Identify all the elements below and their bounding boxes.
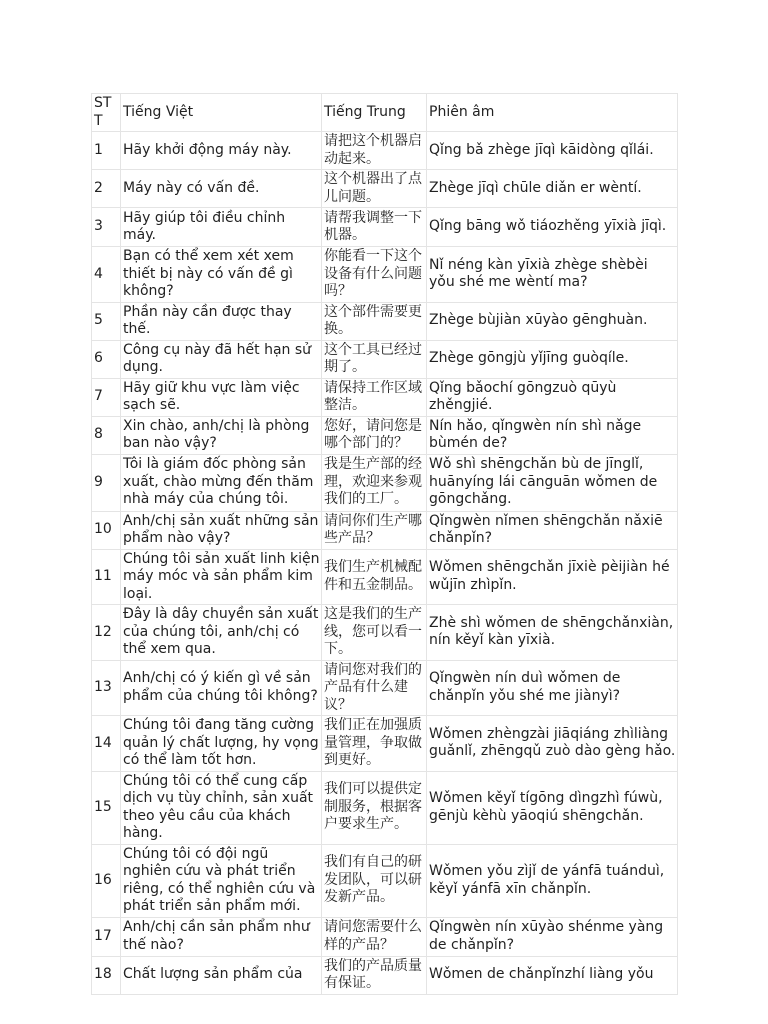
table-row bbox=[92, 340, 678, 378]
cell-vietnamese: Chúng tôi sản xuất linh kiện máy móc và sản phẩm kim loại. bbox=[121, 549, 322, 605]
cell-stt: 10 bbox=[92, 511, 121, 549]
header-chinese: Tiếng Trung bbox=[322, 94, 427, 132]
table-body bbox=[92, 132, 678, 995]
cell-stt: 16 bbox=[92, 844, 121, 917]
cell-vietnamese: Anh/chị cần sản phẩm như thế nào? bbox=[121, 917, 322, 956]
cell-pinyin: Qǐngwèn nín duì wǒmen de chǎnpǐn yǒu shé me jiànyì? bbox=[427, 660, 678, 716]
cell-pinyin: Wǒmen shēngchǎn jīxiè pèijiàn hé wǔjīn zhìpǐn. bbox=[427, 549, 678, 605]
cell-pinyin: Qǐngwèn nǐmen shēngchǎn nǎxiē chǎnpǐn? bbox=[427, 511, 678, 549]
table-row bbox=[92, 416, 678, 454]
cell-pinyin: Qǐng bǎ zhège jīqì kāidòng qǐlái. bbox=[427, 132, 678, 170]
cell-stt: 8 bbox=[92, 416, 121, 454]
table-row bbox=[92, 511, 678, 549]
table-row bbox=[92, 247, 678, 303]
table-row bbox=[92, 660, 678, 716]
cell-vietnamese: Chúng tôi có thể cung cấp dịch vụ tùy chỉnh, sản xuất theo yêu cầu của khách hàng. bbox=[121, 771, 322, 844]
cell-pinyin: Nín hǎo, qǐngwèn nín shì nǎge bùmén de? bbox=[427, 416, 678, 454]
cell-vietnamese: Hãy khởi động máy này. bbox=[121, 132, 322, 170]
table-row bbox=[92, 132, 678, 170]
cell-vietnamese: Chúng tôi đang tăng cường quản lý chất lượng, hy vọng có thể làm tốt hơn. bbox=[121, 716, 322, 772]
cell-chinese: 我们生产机械配件和五金制品。 bbox=[322, 549, 427, 605]
cell-pinyin: Wǒmen kěyǐ tígōng dìngzhì fúwù, gēnjù kèhù yāoqiú shēngchǎn. bbox=[427, 771, 678, 844]
cell-stt: 3 bbox=[92, 208, 121, 247]
cell-stt: 18 bbox=[92, 956, 121, 994]
cell-stt: 13 bbox=[92, 660, 121, 716]
header-stt: STT bbox=[92, 94, 121, 132]
table-row bbox=[92, 917, 678, 956]
table-row bbox=[92, 844, 678, 917]
cell-pinyin: Nǐ néng kàn yīxià zhège shèbèi yǒu shé me wèntí ma? bbox=[427, 247, 678, 303]
cell-chinese: 这个机器出了点儿问题。 bbox=[322, 170, 427, 208]
cell-stt: 14 bbox=[92, 716, 121, 772]
cell-pinyin: Wǒmen yǒu zìjǐ de yánfā tuánduì, kěyǐ yánfā xīn chǎnpǐn. bbox=[427, 844, 678, 917]
header-pinyin: Phiên âm bbox=[427, 94, 678, 132]
vocabulary-table bbox=[91, 93, 678, 995]
cell-pinyin: Qǐng bāng wǒ tiáozhěng yīxià jīqì. bbox=[427, 208, 678, 247]
cell-chinese: 你能看一下这个设备有什么问题吗？ bbox=[322, 247, 427, 303]
cell-chinese: 这是我们的生产线，您可以看一下。 bbox=[322, 605, 427, 661]
cell-vietnamese: Hãy giúp tôi điều chỉnh máy. bbox=[121, 208, 322, 247]
cell-pinyin: Zhège jīqì chūle diǎn er wèntí. bbox=[427, 170, 678, 208]
table-row bbox=[92, 302, 678, 340]
cell-vietnamese: Tôi là giám đốc phòng sản xuất, chào mừng đến thăm nhà máy của chúng tôi. bbox=[121, 454, 322, 511]
cell-pinyin: Wǒmen zhèngzài jiāqiáng zhìliàng guǎnlǐ, zhēngqǔ zuò dào gèng hǎo. bbox=[427, 716, 678, 772]
cell-vietnamese: Máy này có vấn đề. bbox=[121, 170, 322, 208]
table-row bbox=[92, 454, 678, 511]
cell-stt: 17 bbox=[92, 917, 121, 956]
cell-vietnamese: Đây là dây chuyền sản xuất của chúng tôi, anh/chị có thể xem qua. bbox=[121, 605, 322, 661]
cell-vietnamese: Xin chào, anh/chị là phòng ban nào vậy? bbox=[121, 416, 322, 454]
cell-vietnamese: Chúng tôi có đội ngũ nghiên cứu và phát triển riêng, có thể nghiên cứu và phát triển sản phẩm mới. bbox=[121, 844, 322, 917]
cell-stt: 9 bbox=[92, 454, 121, 511]
cell-chinese: 请把这个机器启动起来。 bbox=[322, 132, 427, 170]
cell-pinyin: Zhè shì wǒmen de shēngchǎnxiàn, nín kěyǐ kàn yīxià. bbox=[427, 605, 678, 661]
cell-pinyin: Wǒ shì shēngchǎn bù de jīnglǐ, huānyíng lái cānguān wǒmen de gōngchǎng. bbox=[427, 454, 678, 511]
cell-chinese: 我是生产部的经理，欢迎来参观我们的工厂。 bbox=[322, 454, 427, 511]
cell-stt: 1 bbox=[92, 132, 121, 170]
table-row bbox=[92, 378, 678, 416]
cell-stt: 11 bbox=[92, 549, 121, 605]
cell-vietnamese: Anh/chị sản xuất những sản phẩm nào vậy? bbox=[121, 511, 322, 549]
cell-stt: 5 bbox=[92, 302, 121, 340]
cell-pinyin: Wǒmen de chǎnpǐnzhí liàng yǒu bbox=[427, 956, 678, 994]
cell-pinyin: Zhège bùjiàn xūyào gēnghuàn. bbox=[427, 302, 678, 340]
cell-stt: 4 bbox=[92, 247, 121, 303]
table-row bbox=[92, 170, 678, 208]
table-row bbox=[92, 208, 678, 247]
header-vietnamese: Tiếng Việt bbox=[121, 94, 322, 132]
cell-stt: 12 bbox=[92, 605, 121, 661]
cell-chinese: 请问您对我们的产品有什么建议？ bbox=[322, 660, 427, 716]
cell-vietnamese: Công cụ này đã hết hạn sử dụng. bbox=[121, 340, 322, 378]
table-row bbox=[92, 716, 678, 772]
cell-stt: 2 bbox=[92, 170, 121, 208]
cell-vietnamese: Bạn có thể xem xét xem thiết bị này có vấn đề gì không? bbox=[121, 247, 322, 303]
cell-chinese: 请帮我调整一下机器。 bbox=[322, 208, 427, 247]
cell-stt: 15 bbox=[92, 771, 121, 844]
cell-chinese: 我们有自己的研发团队，可以研发新产品。 bbox=[322, 844, 427, 917]
cell-stt: 7 bbox=[92, 378, 121, 416]
cell-chinese: 请问你们生产哪些产品？ bbox=[322, 511, 427, 549]
cell-chinese: 请保持工作区域整洁。 bbox=[322, 378, 427, 416]
cell-chinese: 这个部件需要更换。 bbox=[322, 302, 427, 340]
cell-vietnamese: Chất lượng sản phẩm của bbox=[121, 956, 322, 994]
cell-vietnamese: Anh/chị có ý kiến gì về sản phẩm của chúng tôi không? bbox=[121, 660, 322, 716]
cell-pinyin: Qǐng bǎochí gōngzuò qūyù zhěngjié. bbox=[427, 378, 678, 416]
table-row bbox=[92, 956, 678, 994]
table-row bbox=[92, 549, 678, 605]
table-row bbox=[92, 771, 678, 844]
cell-chinese: 这个工具已经过期了。 bbox=[322, 340, 427, 378]
table-header-row bbox=[92, 94, 678, 132]
cell-chinese: 我们正在加强质量管理，争取做到更好。 bbox=[322, 716, 427, 772]
table-row bbox=[92, 605, 678, 661]
cell-chinese: 我们可以提供定制服务，根据客户要求生产。 bbox=[322, 771, 427, 844]
cell-pinyin: Zhège gōngjù yǐjīng guòqíle. bbox=[427, 340, 678, 378]
cell-stt: 6 bbox=[92, 340, 121, 378]
cell-vietnamese: Hãy giữ khu vực làm việc sạch sẽ. bbox=[121, 378, 322, 416]
cell-chinese: 我们的产品质量有保证。 bbox=[322, 956, 427, 994]
cell-chinese: 您好，请问您是哪个部门的？ bbox=[322, 416, 427, 454]
cell-vietnamese: Phần này cần được thay thế. bbox=[121, 302, 322, 340]
cell-chinese: 请问您需要什么样的产品？ bbox=[322, 917, 427, 956]
cell-pinyin: Qǐngwèn nín xūyào shénme yàng de chǎnpǐn? bbox=[427, 917, 678, 956]
